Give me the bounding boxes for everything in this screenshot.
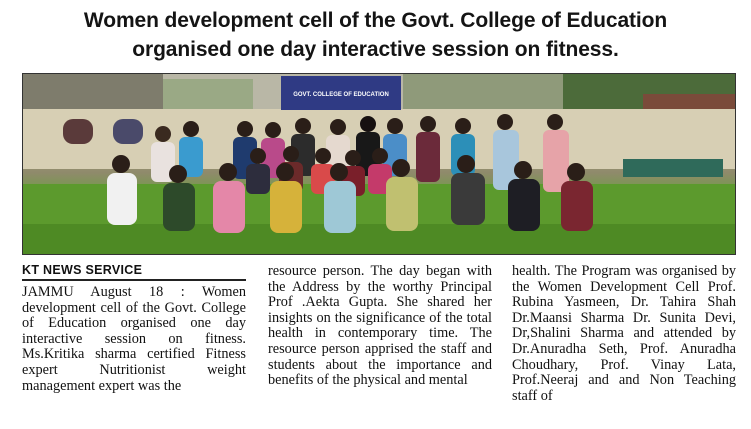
headline	[0, 6, 751, 64]
article-column-1-text: JAMMU August 18 : Women development cell of the Govt. College of Education organised one day interactive session on fitness. Ms.Kritika sharma certified Fitness expert Nutritionist weight management expert was the	[22, 284, 246, 394]
article-column-3-text: health. The Program was organised by the Women Development Cell Prof. Rubina Yasmeen, Dr. Tahira Shah Dr.Maansi Sharma Dr. Sunita Devi, Dr,Shalini Sharma and attended by Dr.Anuradha Seth, Prof. Anuradha Choudhary, Prof. Vinay Lata, Prof.Neeraj and and Non Teaching staff of	[512, 263, 736, 404]
article-column-1	[22, 262, 246, 394]
byline: KT NEWS SERVICE	[22, 262, 246, 281]
article-column-3	[512, 264, 736, 404]
article-column-2	[268, 264, 492, 389]
college-sign-text: GOVT. COLLEGE OF EDUCATION	[293, 92, 389, 98]
article-column-2-text: resource person. The day began with the Address by the worthy Principal Prof .Aekta Gupta. She shared her insights on the significance of the total health in contemporary time. The resource person apprised the staff and students about the importance and benefits of the physical and mental	[268, 263, 492, 389]
group-photo	[22, 73, 736, 255]
group-photo-illustration	[23, 74, 735, 254]
headline-line-2: organised one day interactive session on fitness.	[132, 38, 619, 61]
headline-line-1: Women development cell of the Govt. College of Education	[83, 9, 668, 32]
